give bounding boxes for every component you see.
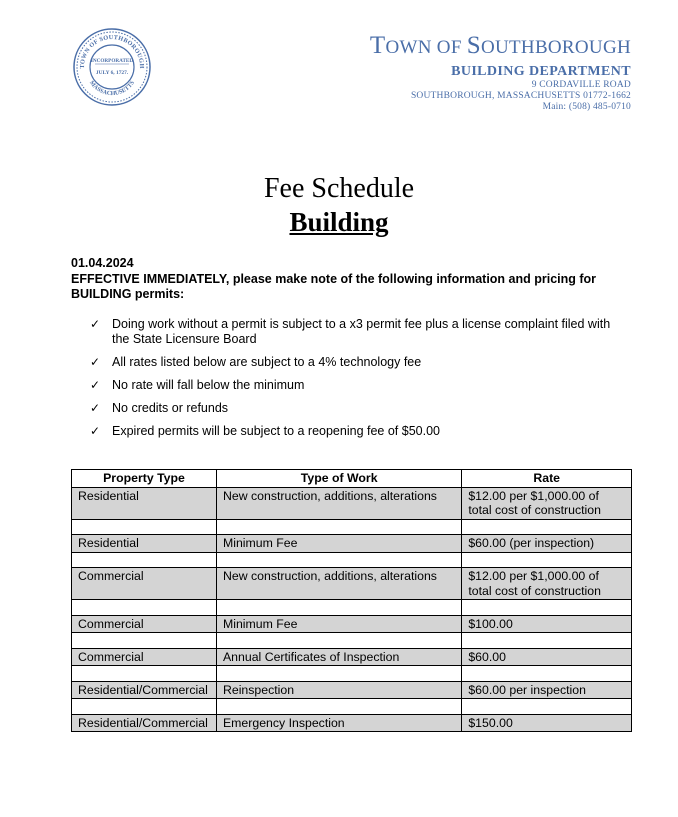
spacer-cell: [462, 666, 632, 682]
list-item-text: Doing work without a permit is subject to a x3 permit fee plus a license complaint filed with the State Licensure Board: [112, 317, 611, 346]
department-name: BUILDING DEPARTMENT: [451, 64, 631, 79]
table-cell: Commercial: [72, 648, 217, 666]
spacer-cell: [462, 600, 632, 616]
table-row: [72, 615, 632, 633]
spacer-cell: [462, 552, 632, 568]
list-item-text: All rates listed below are subject to a 4% technology fee: [112, 354, 422, 369]
table-cell: New construction, additions, alterations: [216, 487, 461, 519]
table-cell: Commercial: [72, 615, 217, 633]
table-cell: Residential/Commercial: [72, 714, 217, 732]
table-cell: Commercial: [72, 568, 217, 600]
list-item-text: No credits or refunds: [112, 400, 229, 415]
table-cell: $60.00: [462, 648, 632, 666]
table-cell: Residential/Commercial: [72, 681, 217, 699]
seal-center-line2: JULY 6, 1727.: [95, 70, 129, 76]
spacer-cell: [216, 600, 461, 616]
spacer-cell: [72, 699, 217, 715]
spacer-cell: [72, 552, 217, 568]
list-item: [90, 317, 630, 346]
spacer-cell: [216, 552, 461, 568]
header-rate: Rate: [462, 470, 632, 488]
intro-text: EFFECTIVE IMMEDIATELY, please make note of the following information and pricing for BUILDING permits:: [71, 271, 597, 301]
list-item-text: No rate will fall below the minimum: [112, 377, 305, 392]
header-type-of-work: Type of Work: [216, 470, 461, 488]
table-row: [72, 681, 632, 699]
intro-block: [71, 256, 641, 303]
spacer-cell: [72, 600, 217, 616]
header-property-type: Property Type: [72, 470, 217, 488]
spacer-cell: [216, 519, 461, 535]
list-item: [90, 355, 630, 370]
list-item-text: Expired permits will be subject to a reopening fee of $50.00: [112, 423, 440, 438]
effective-date: 01.04.2024: [71, 256, 134, 270]
table-row: [72, 648, 632, 666]
table-cell: Reinspection: [216, 681, 461, 699]
spacer-cell: [462, 699, 632, 715]
table-cell: $60.00 (per inspection): [462, 535, 632, 553]
list-item: [90, 424, 630, 439]
checkmark-icon: ✓: [90, 423, 101, 438]
checkmark-icon: ✓: [90, 317, 101, 331]
table-cell: Emergency Inspection: [216, 714, 461, 732]
table-row: [72, 568, 632, 600]
list-item: [90, 401, 630, 416]
seal-top-text: TOWN OF SOUTHBOROUGH: [78, 33, 146, 69]
table-cell: Minimum Fee: [216, 535, 461, 553]
fee-table: [71, 469, 632, 732]
spacer-row: [72, 699, 632, 715]
table-cell: $12.00 per $1,000.00 of total cost of construction: [462, 568, 632, 600]
checkmark-icon: ✓: [90, 400, 101, 415]
town-name: TOWN OF SOUTHBOROUGH: [369, 32, 631, 59]
page-title: Fee Schedule: [263, 173, 415, 204]
phone-number: Main: (508) 485-0710: [542, 102, 631, 112]
spacer-cell: [72, 519, 217, 535]
table-header-row: [72, 470, 632, 488]
checkmark-icon: ✓: [90, 354, 101, 369]
table-cell: Minimum Fee: [216, 615, 461, 633]
table-cell: New construction, additions, alterations: [216, 568, 461, 600]
page-subtitle: Building: [289, 207, 389, 237]
list-item: [90, 378, 630, 393]
checkmark-icon: ✓: [90, 377, 101, 392]
seal-center-line1: INCORPORATED: [90, 58, 134, 64]
table-cell: Annual Certificates of Inspection: [216, 648, 461, 666]
address-line-1: 9 CORDAVILLE ROAD: [531, 80, 631, 90]
spacer-row: [72, 600, 632, 616]
spacer-cell: [216, 633, 461, 649]
spacer-row: [72, 633, 632, 649]
spacer-row: [72, 552, 632, 568]
table-row: [72, 487, 632, 519]
spacer-cell: [216, 699, 461, 715]
spacer-cell: [72, 633, 217, 649]
spacer-row: [72, 519, 632, 535]
table-cell: Residential: [72, 535, 217, 553]
title-block: [0, 172, 678, 238]
table-cell: $12.00 per $1,000.00 of total cost of construction: [462, 487, 632, 519]
table-row: [72, 535, 632, 553]
spacer-cell: [72, 666, 217, 682]
spacer-row: [72, 666, 632, 682]
table-cell: Residential: [72, 487, 217, 519]
address-line-2: SOUTHBOROUGH, MASSACHUSETTS 01772-1662: [410, 91, 631, 101]
table-row: [72, 714, 632, 732]
table-cell: $100.00: [462, 615, 632, 633]
letterhead: [370, 33, 631, 113]
notes-list: [90, 317, 630, 447]
seal-bottom-text: MASSACHUSETTS: [87, 80, 136, 98]
spacer-cell: [216, 666, 461, 682]
town-seal: [73, 28, 151, 106]
table-cell: $60.00 per inspection: [462, 681, 632, 699]
spacer-cell: [462, 519, 632, 535]
spacer-cell: [462, 633, 632, 649]
table-cell: $150.00: [462, 714, 632, 732]
